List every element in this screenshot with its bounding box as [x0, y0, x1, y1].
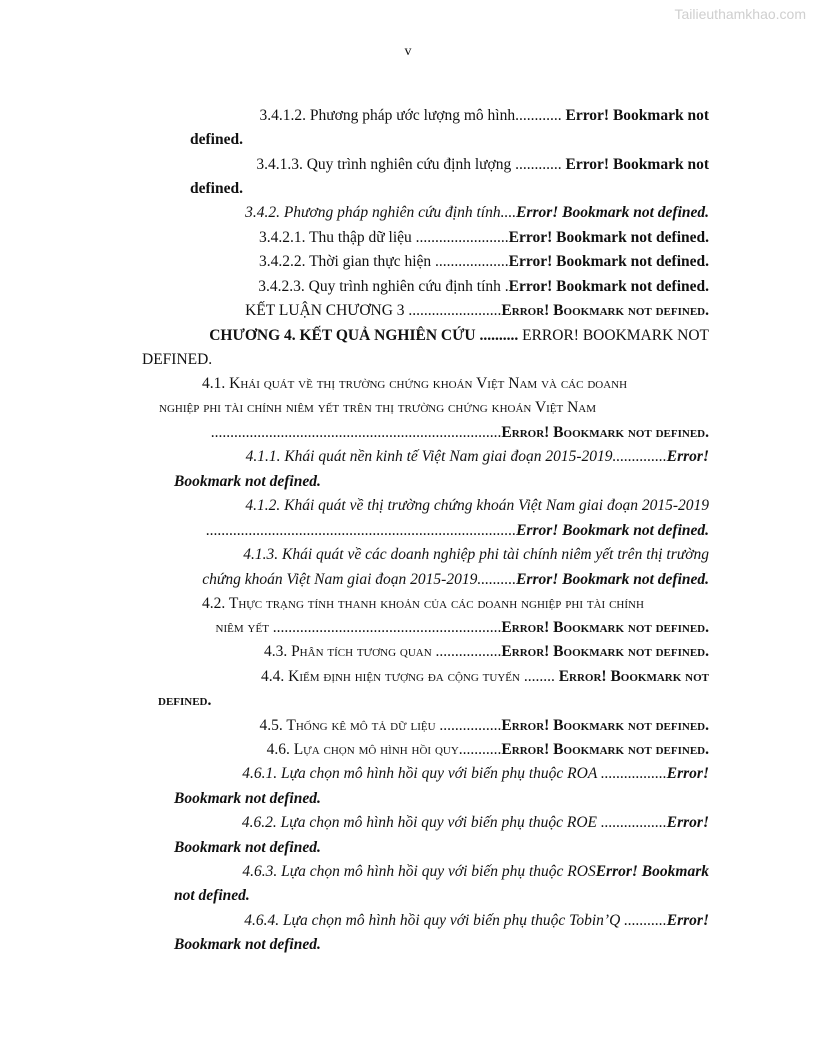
- toc-entry-error: Error! Bookmark not defined.: [516, 522, 709, 539]
- toc-entry-title: 4.1.2. Khái quát về thị trường chứng khoán Việt Nam giai đoạn 2015-2019: [245, 497, 709, 514]
- toc-entry-title: KẾT LUẬN CHƯƠNG 3: [245, 302, 405, 319]
- page-number: v: [404, 44, 412, 59]
- toc-entry-continuation: defined.: [190, 180, 243, 197]
- toc-entry-title: 3.4.1.3. Quy trình nghiên cứu định lượng: [256, 156, 512, 173]
- toc-entry-leader: ........: [523, 668, 555, 685]
- toc-entry-leader: .: [504, 278, 509, 295]
- toc-entry-continuation: defined.: [158, 692, 212, 709]
- toc-entry-leader: ............: [515, 107, 562, 124]
- toc-entry-leader: ...........................................................................: [210, 424, 502, 441]
- toc-entry-continuation: Bookmark not defined.: [174, 790, 321, 807]
- toc-entry-3-4-2: [0, 203, 709, 223]
- toc-entry-error: Error!: [666, 765, 709, 782]
- toc-entry-title-line2: chứng khoán Việt Nam giai đoạn 2015-2019: [202, 571, 478, 588]
- toc-entry-error: Error! Bookmark not defined.: [501, 619, 709, 636]
- toc-entry-error: Error! Bookmark not defined.: [501, 424, 709, 441]
- toc-entry-error: Error! Bookmark not defined.: [516, 204, 709, 221]
- toc-entry-4-5: [0, 716, 709, 736]
- toc-entry-error: Error! Bookmark not defined.: [508, 253, 709, 270]
- toc-entry-leader: .................: [600, 814, 667, 831]
- toc-entry-leader: ..............: [612, 448, 667, 465]
- toc-entry-title-line2: nghiệp phi tài chính niêm yết trên thị trường chứng khoán Việt Nam: [159, 399, 597, 416]
- toc-entry-4-6: [0, 740, 709, 760]
- toc-entry-error: Error! Bookmark not defined.: [501, 302, 709, 319]
- watermark-text: Tailieuthamkhao.com: [674, 6, 806, 22]
- toc-entry-title: 3.4.2. Phương pháp nghiên cứu định tính: [245, 204, 501, 221]
- toc-entry-error: Error! Bookmark not: [565, 156, 709, 173]
- toc-entry-title: 4.6.3. Lựa chọn mô hình hồi quy với biến phụ thuộc ROS: [242, 863, 596, 880]
- toc-entry-title: 3.4.2.1. Thu thập dữ liệu: [258, 229, 412, 246]
- toc-entry-leader: ...........................................................: [272, 619, 502, 636]
- toc-entry-error: Error! Bookmark not: [565, 107, 709, 124]
- toc-entry-error: Error! Bookmark not defined.: [501, 643, 709, 660]
- toc-entry-title: 4.3. Phân tích tương quan: [263, 643, 432, 660]
- toc-entry-leader: .................: [600, 765, 667, 782]
- toc-entry-title: 3.4.2.3. Quy trình nghiên cứu định tính: [258, 278, 501, 295]
- toc-entry-leader: ........................: [408, 302, 502, 319]
- toc-entry-continuation: Bookmark not defined.: [174, 473, 321, 490]
- toc-entry-error: Error!: [666, 814, 709, 831]
- toc-entry-title: 3.4.1.2. Phương pháp ước lượng mô hình: [259, 107, 516, 124]
- toc-entry-3-4-2-2: [0, 252, 709, 272]
- toc-entry-leader: ....: [500, 204, 517, 221]
- toc-entry-leader: ................................................................................: [206, 522, 517, 539]
- toc-entry-title: 4.6.2. Lựa chọn mô hình hồi quy với biến phụ thuộc ROE: [241, 814, 598, 831]
- toc-entry-leader: ........................: [415, 229, 509, 246]
- toc-entry-leader: ...................: [435, 253, 509, 270]
- toc-entry-title-line1: 4.1.3. Khái quát về các doanh nghiệp phi tài chính niêm yết trên thị trường: [243, 546, 709, 563]
- toc-entry-error: Error! Bookmark not defined.: [508, 278, 709, 295]
- toc-entry-title-line2: niêm yết: [215, 619, 269, 636]
- toc-entry-error: ERROR! BOOKMARK NOT: [522, 327, 709, 344]
- toc-entry-error: Error! Bookmark not: [558, 668, 709, 685]
- toc-entry-error: Error! Bookmark not defined.: [501, 717, 709, 734]
- toc-entry-leader: ...........: [624, 912, 667, 929]
- toc-entry-leader: ...........: [458, 741, 502, 758]
- toc-entry-4-3: [0, 642, 709, 662]
- toc-entry-leader: ............: [515, 156, 562, 173]
- toc-entry-title: 4.5. Thống kê mô tả dữ liệu: [259, 717, 436, 734]
- toc-entry-error: Error! Bookmark not defined.: [516, 571, 709, 588]
- toc-entry-title: 4.6. Lựa chọn mô hình hồi quy: [266, 741, 459, 758]
- toc-entry-3-4-2-1: [0, 228, 709, 248]
- toc-entry-title: 4.1.1. Khái quát nền kinh tế Việt Nam giai đoạn 2015-2019: [245, 448, 613, 465]
- toc-entry-continuation: Bookmark not defined.: [174, 936, 321, 953]
- toc-entry-error: Error! Bookmark: [595, 863, 709, 880]
- toc-entry-title: CHƯƠNG 4. KẾT QUẢ NGHIÊN CỨU: [209, 327, 476, 344]
- toc-entry-title-line1: 4.1. Khái quát về thị trường chứng khoán Việt Nam và các doanh: [202, 375, 628, 392]
- toc-entry-3-4-2-3: [0, 277, 709, 297]
- toc-entry-title: 4.6.4. Lựa chọn mô hình hồi quy với biến phụ thuộc Tobin’Q: [244, 912, 621, 929]
- toc-entry-leader: ................: [439, 717, 502, 734]
- toc-entry-continuation: not defined.: [174, 887, 250, 904]
- toc-entry-leader: ..........: [479, 327, 519, 344]
- toc-entry-title: 3.4.2.2. Thời gian thực hiện: [258, 253, 432, 270]
- toc-entry-leader: .................: [435, 643, 502, 660]
- toc-entry-error: Error!: [666, 448, 709, 465]
- toc-entry-continuation: defined.: [190, 131, 243, 148]
- toc-entry-ket-luan-chuong-3: [0, 301, 709, 321]
- toc-entry-error: Error! Bookmark not defined.: [501, 741, 709, 758]
- toc-entry-leader: ..........: [477, 571, 517, 588]
- toc-entry-title: 4.6.1. Lựa chọn mô hình hồi quy với biến phụ thuộc ROA: [242, 765, 598, 782]
- toc-entry-error: Error! Bookmark not defined.: [508, 229, 709, 246]
- toc-entry-title-line1: 4.2. Thực trạng tính thanh khoản của các doanh nghiệp phi tài chính: [202, 595, 644, 612]
- toc-entry-error: Error!: [666, 912, 709, 929]
- toc-entry-title: 4.4. Kiểm định hiện tượng đa cộng tuyến: [261, 668, 520, 685]
- toc-entry-continuation: Bookmark not defined.: [174, 839, 321, 856]
- toc-entry-continuation: DEFINED.: [142, 351, 213, 368]
